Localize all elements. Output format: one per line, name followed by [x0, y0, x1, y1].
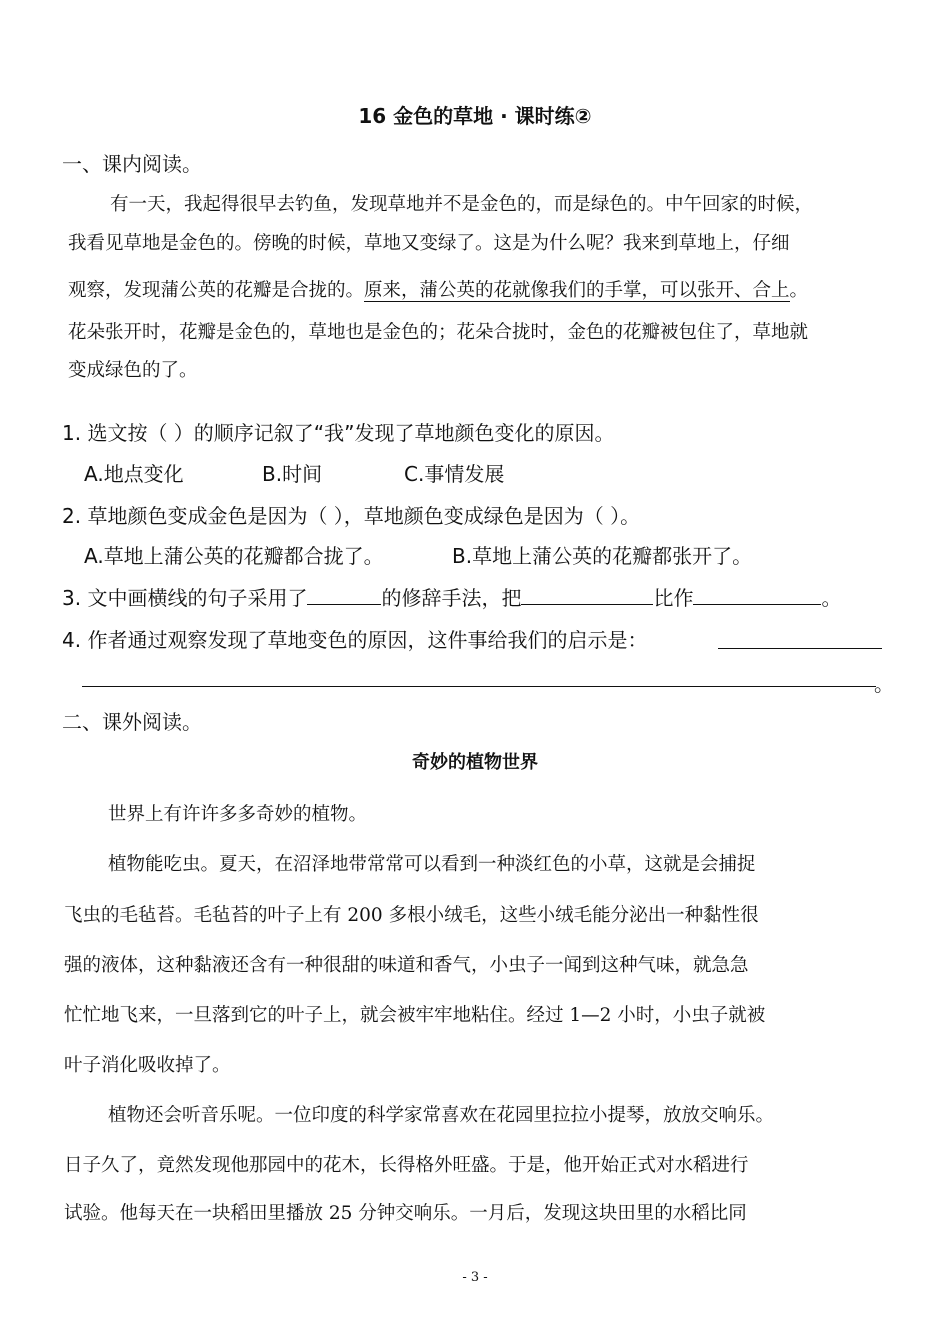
- article-line: 强的液体，这种黏液还含有一种很甜的味道和香气，小虫子一闻到这种气味，就急急: [64, 955, 749, 976]
- article-line: 植物能吃虫。夏天，在沼泽地带常常可以看到一种淡红色的小草，这就是会捕捉: [108, 854, 756, 875]
- section1-heading: 一、课内阅读。: [62, 152, 202, 176]
- underlined-sentence: 原来，蒲公英的花就像我们的手掌，可以张开、合上: [364, 280, 790, 301]
- answer-line[interactable]: [82, 686, 876, 687]
- answer-blank[interactable]: [521, 586, 653, 605]
- article-line: 叶子消化吸收掉了。: [64, 1055, 231, 1076]
- question-3: [62, 582, 841, 611]
- question-2: 2. 草地颜色变成金色是因为（ ），草地颜色变成绿色是因为（ ）。: [62, 504, 641, 528]
- q3-text: 。: [821, 586, 842, 610]
- passage-text: 。: [789, 280, 809, 301]
- q1-option-b: B.时间: [262, 462, 323, 486]
- passage-line: 有一天，我起得很早去钓鱼，发现草地并不是金色的，而是绿色的。中午回家的时候，: [110, 194, 814, 215]
- passage-line-with-underline: [68, 276, 808, 302]
- q2-option-b: B.草地上蒲公英的花瓣都张开了。: [452, 544, 753, 568]
- article-line: 日子久了，竟然发现他那园中的花木，长得格外旺盛。于是，他开始正式对水稻进行: [64, 1155, 749, 1176]
- section2-heading: 二、课外阅读。: [62, 710, 202, 734]
- article-line: 世界上有许许多多奇妙的植物。: [108, 804, 368, 825]
- question-4: 4. 作者通过观察发现了草地变色的原因，这件事给我们的启示是：: [62, 628, 648, 652]
- q4-period: 。: [874, 672, 894, 696]
- passage-text: 观察，发现蒲公英的花瓣是合拢的。: [68, 280, 365, 301]
- q3-text: 的修辞手法，把: [381, 586, 522, 610]
- page-number: - 3 -: [462, 1270, 488, 1285]
- passage-line: 变成绿色的了。: [68, 360, 198, 381]
- passage-line: 我看见草地是金色的。傍晚的时候，草地又变绿了。这是为什么呢？我来到草地上，仔细: [68, 233, 790, 254]
- q3-text: 比作: [653, 586, 694, 610]
- passage-line: 花朵张开时，花瓣是金色的，草地也是金色的；花朵合拢时，金色的花瓣被包住了，草地就: [68, 322, 809, 343]
- page-title: 16 金色的草地 · 课时练②: [358, 104, 592, 128]
- answer-line[interactable]: [718, 648, 882, 649]
- q2-option-a: A.草地上蒲公英的花瓣都合拢了。: [84, 544, 384, 568]
- article-line: 植物还会听音乐呢。一位印度的科学家常喜欢在花园里拉拉小提琴，放放交响乐。: [108, 1105, 775, 1126]
- answer-blank[interactable]: [693, 586, 821, 605]
- article-line: 飞虫的毛毡苔。毛毡苔的叶子上有 200 多根小绒毛，这些小绒毛能分泌出一种黏性很: [64, 905, 759, 926]
- article-line: 试验。他每天在一块稻田里播放 25 分钟交响乐。一月后，发现这块田里的水稻比同: [64, 1203, 747, 1224]
- article-line: 忙忙地飞来，一旦落到它的叶子上，就会被牢牢地粘住。经过 1—2 小时，小虫子就被: [64, 1005, 766, 1026]
- q3-text: 3. 文中画横线的句子采用了: [62, 586, 308, 610]
- q1-option-a: A.地点变化: [84, 462, 184, 486]
- q1-option-c: C.事情发展: [404, 462, 505, 486]
- article-title: 奇妙的植物世界: [412, 752, 538, 773]
- question-1: 1. 选文按（ ）的顺序记叙了“我”发现了草地颜色变化的原因。: [62, 421, 615, 445]
- answer-blank[interactable]: [307, 586, 381, 605]
